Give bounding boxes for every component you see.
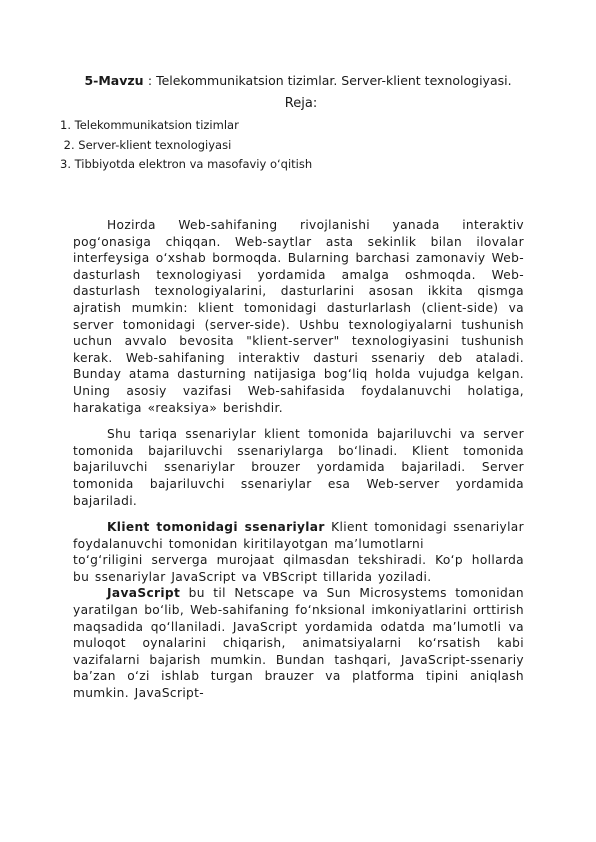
javascript-term: JavaScript — [107, 586, 181, 601]
page-title — [0, 73, 596, 89]
topic-label: 5-Mavzu — [84, 73, 148, 88]
plan-item-1: 1. Telekommunikatsion tizimlar — [60, 118, 239, 132]
plan-heading: Reja: — [284, 96, 318, 111]
client-scenarios-term: Klient tomonidagi ssenariylar — [107, 520, 325, 535]
plan-item-3: 3. Tibbiyotda elektron va masofaviy o‘qitish — [60, 157, 313, 171]
plan-item-2: 2. Server-klient texnologiyasi — [60, 137, 232, 152]
paragraph-client-scenarios — [73, 519, 524, 552]
javascript-text: bu til Netscape va Sun Microsystems tomonidan yaratilgan bo‘lib, Web-sahifaning fo‘nksional imkoniyatlarini orttirish maqsadida qo‘llaniladi. JavaScript yordamida odatda ma’lumotli va muloqot oynalarini chiqarish, animatsiyalarni ko‘rsatish kabi vazifalarni bajarish mumkin. Bundan tashqari, JavaScript-ssenariy ba’zan o‘zi ishlab turgan brauzer va platforma tipini aniqlash mumkin. JavaScript- — [73, 586, 524, 701]
paragraph-scenarios: Shu tariqa ssenariylar klient tomonida bajariluvchi va server tomonida bajariluvchi ssenariylarga bo‘linadi. Klient tomonida bajariluvchi ssenariylar brouzer yordamida bajariladi. Server tomonida bajariluvchi ssenariylar esa Web-server yordamida bajariladi. — [73, 427, 524, 508]
paragraph-intro: Hozirda Web-sahifaning rivojlanishi yanada interaktiv pog‘onasiga chiqqan. Web-saytlar asta sekinlik bilan ilovalar interfeysiga o‘xshab bormoqda. Bularning barchasi zamonaviy Web-dasturlash texnologiyasi yordamida amalga oshmoqda. Web-dasturlash texnologiyalarini, dasturlarini asosan ikkita qismga ajratish mumkin: klient tomonidagi dasturlarlash (client-side) va server tomonidagi (server-side). Ushbu texnologiyalarni tushunish uchun avvalo bevosita "klient-server" texnologiyasini tushunish kerak. Web-sahifaning interaktiv dasturi ssenariy deb ataladi. Bunday atama dasturning natijasiga bog‘liq holda vujudga kelgan. Uning asosiy vazifasi Web-sahifasida foydalanuvchi holatiga, harakatiga «reaksiya» berishdir. — [73, 218, 524, 415]
title-separator: : — [147, 73, 157, 88]
paragraph-javascript — [73, 585, 524, 701]
client-scenarios-text: Klient tomonidagi ssenariylar foydalanuvchi tomonidan kiritilayotgan ma’lumotlarni — [73, 520, 524, 551]
paragraph-client-scenarios-cont: to‘g‘riligini serverga murojaat qilmasdan tekshiradi. Ko‘p hollarda bu ssenariylar JavaScript va VBScript tillarida yoziladi. — [73, 553, 524, 584]
body-text — [73, 217, 524, 712]
topic-title: Telekommunikatsion tizimlar. Server-klient texnologiyasi. — [156, 73, 512, 88]
plan-list — [60, 116, 312, 175]
